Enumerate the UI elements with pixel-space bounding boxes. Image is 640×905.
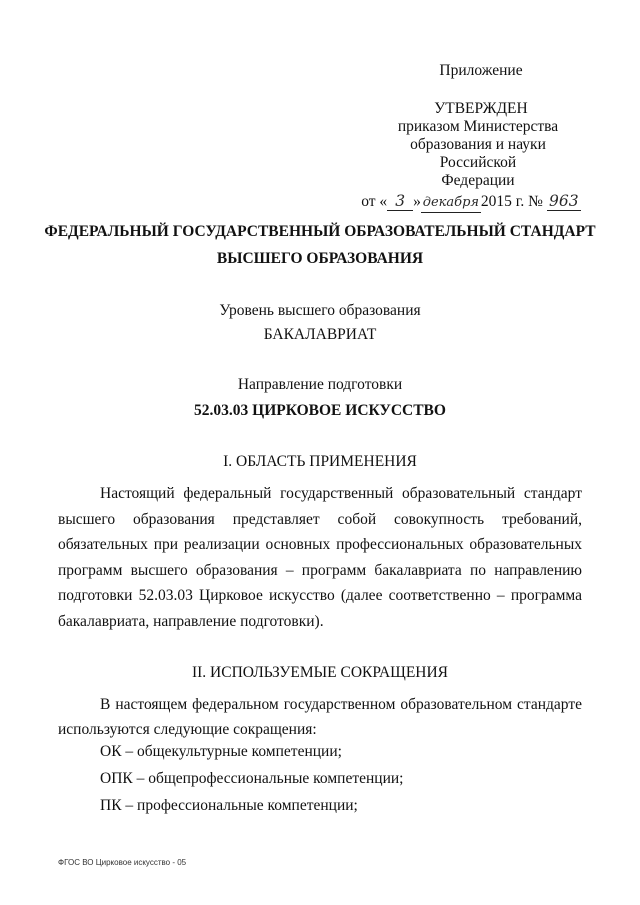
- appendix-label: Приложение: [439, 62, 523, 79]
- direction-caption: Направление подготовки: [237, 376, 403, 393]
- section-2-intro: В настоящем федеральном государственном образовательном стандарте используются следующие сокращения:: [58, 696, 582, 738]
- section-2-heading: II. ИСПОЛЬЗУЕМЫЕ СОКРАЩЕНИЯ: [191, 664, 449, 681]
- abbreviation-item: ПК – профессиональные компетенции;: [100, 797, 358, 814]
- order-line-1: приказом Министерства: [397, 118, 559, 135]
- title-line-1: ФЕДЕРАЛЬНЫЙ ГОСУДАРСТВЕННЫЙ ОБРАЗОВАТЕЛЬНЫЙ СТАНДАРТ: [44, 223, 596, 240]
- page-footer: ФГОС ВО Цирковое искусство - 05: [58, 858, 187, 867]
- order-date-mid: »: [413, 193, 421, 210]
- handwritten-day: 3: [387, 192, 413, 211]
- abbreviation-item: ОК – общекультурные компетенции;: [100, 743, 342, 760]
- section-1-heading: I. ОБЛАСТЬ ПРИМЕНЕНИЯ: [223, 453, 417, 470]
- order-date-number: [358, 192, 584, 213]
- document-title: [40, 218, 600, 272]
- handwritten-order-number: 963: [547, 192, 581, 211]
- order-line-3: Федерации: [441, 172, 515, 189]
- approval-block: [352, 62, 584, 213]
- direction-value: 52.03.03 ЦИРКОВОЕ ИСКУССТВО: [194, 402, 446, 419]
- order-line-2: образования и науки Российской: [410, 136, 546, 171]
- section-1-paragraph: Настоящий федеральный государственный образовательный стандарт высшего образования представляет собой совокупность требований, обязательных при реализации основных профессиональных образовательных программ высшего образования – программ бакалавриата по направлению подготовки 52.03.03 Цирковое искусство (далее соответственно – программа бакалавриата, направление подготовки).: [58, 485, 582, 630]
- abbreviation-item: ОПК – общепрофессиональные компетенции;: [100, 770, 404, 787]
- title-line-2: ВЫСШЕГО ОБРАЗОВАНИЯ: [216, 250, 424, 267]
- education-level-value: БАКАЛАВРИАТ: [263, 326, 377, 343]
- approved-label: УТВЕРЖДЕН: [434, 100, 528, 117]
- order-date-prefix: от «: [361, 193, 388, 210]
- education-level-caption: Уровень высшего образования: [219, 302, 421, 319]
- order-year-part: 2015 г. №: [480, 193, 543, 210]
- handwritten-month: декабря: [421, 194, 481, 213]
